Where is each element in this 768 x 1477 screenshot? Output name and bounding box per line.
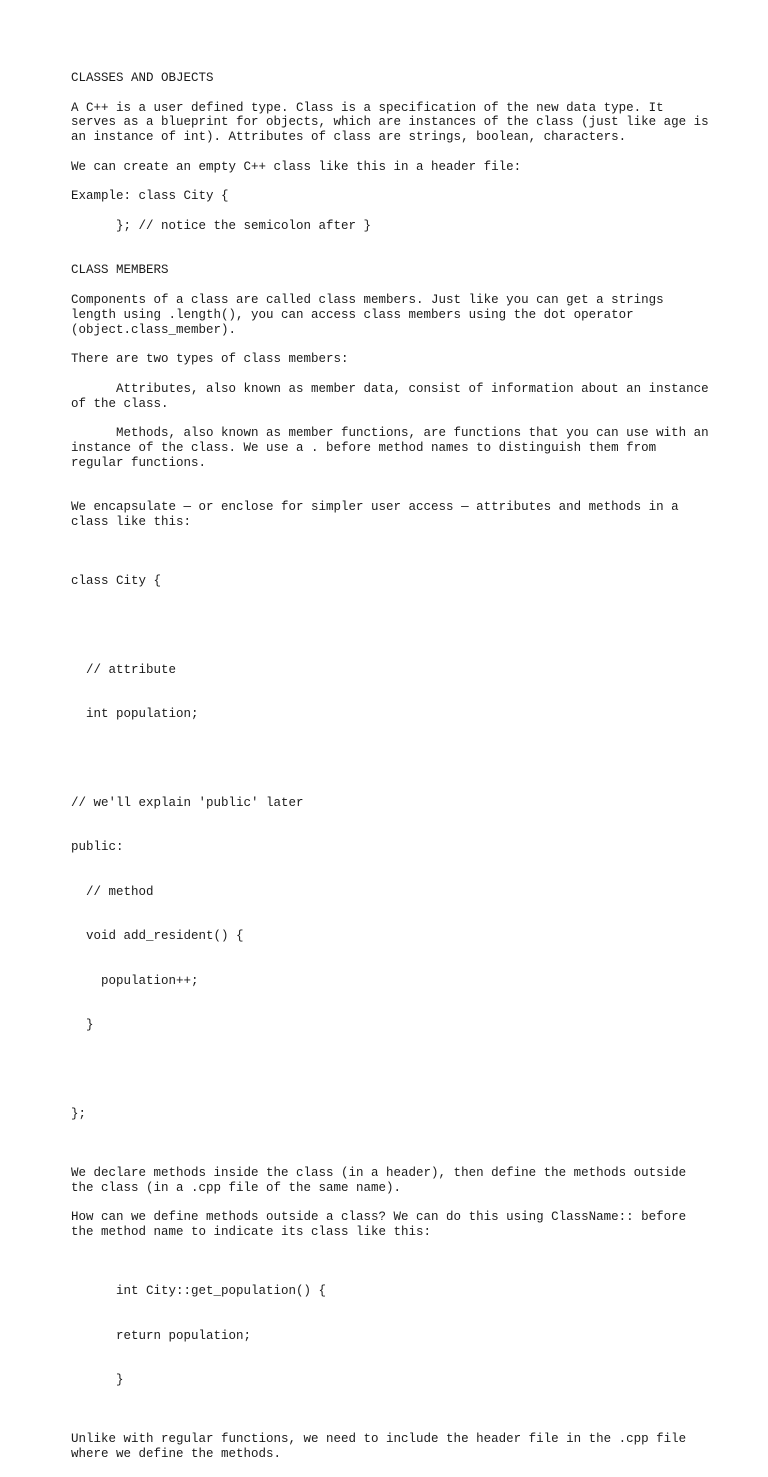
heading-class-members: CLASS MEMBERS [71,263,169,278]
paragraph-attributes: Attributes, also known as member data, consist of information about an instance of the class. [71,381,717,411]
code-line: int City::get_population() { [116,1284,327,1299]
example-line: Example: class City { [71,189,229,204]
paragraph-empty-class: We can create an empty C++ class like this in a header file: [71,159,522,174]
paragraph-encapsulate: We encapsulate — or enclose for simpler user access — attributes and methods in a class like this: [71,500,687,529]
code-line-blank [71,1062,711,1077]
paragraph-two-types: There are two types of class members: [71,352,349,367]
paragraph-declare-methods: We declare methods inside the class (in a header), then define the methods outside the class (in a .cpp file of the same name). [71,1165,694,1195]
code-line: // method [71,884,154,899]
heading-classes-and-objects: CLASSES AND OBJECTS [71,71,214,85]
code-line: } [71,1018,94,1032]
code-block-get-population [71,1255,711,1418]
code-line: population++; [71,973,199,988]
code-block-class-city [71,545,711,1152]
code-line: // attribute [71,662,177,677]
code-line: } [116,1373,124,1388]
paragraph-include-header: Unlike with regular functions, we need to include the header file in the .cpp file where we define the methods. [71,1432,694,1462]
code-line-blank [71,618,711,633]
paragraph-class-definition: A C++ is a user defined type. Class is a specification of the new data type. It serves as a blueprint for objects, which are instances of the class (just like age is an instance of int). Attributes of class are strings, boolean, characters. [71,100,717,145]
paragraph-define-outside: How can we define methods outside a class? We can do this using ClassName:: before the method name to indicate its class like this: [71,1210,694,1240]
paragraph-methods: Methods, also known as member functions, are functions that you can use with an instance of the class. We use a . before method names to distinguish them from regular functions. [71,426,717,470]
document-page [71,71,717,1477]
code-line-blank [71,752,711,767]
code-line: class City { [71,574,162,589]
code-line: return population; [116,1328,252,1343]
code-line: void add_resident() { [71,929,244,944]
code-line: int population; [71,707,199,722]
paragraph-class-members: Components of a class are called class members. Just like you can get a strings length using .length(), you can access class members using the dot operator (object.class_member). [71,292,672,337]
code-line: }; [71,1106,87,1121]
example-close-line: }; // notice the semicolon after } [116,218,372,233]
code-line: public: [71,840,124,855]
code-line: // we'll explain 'public' later [71,796,304,811]
